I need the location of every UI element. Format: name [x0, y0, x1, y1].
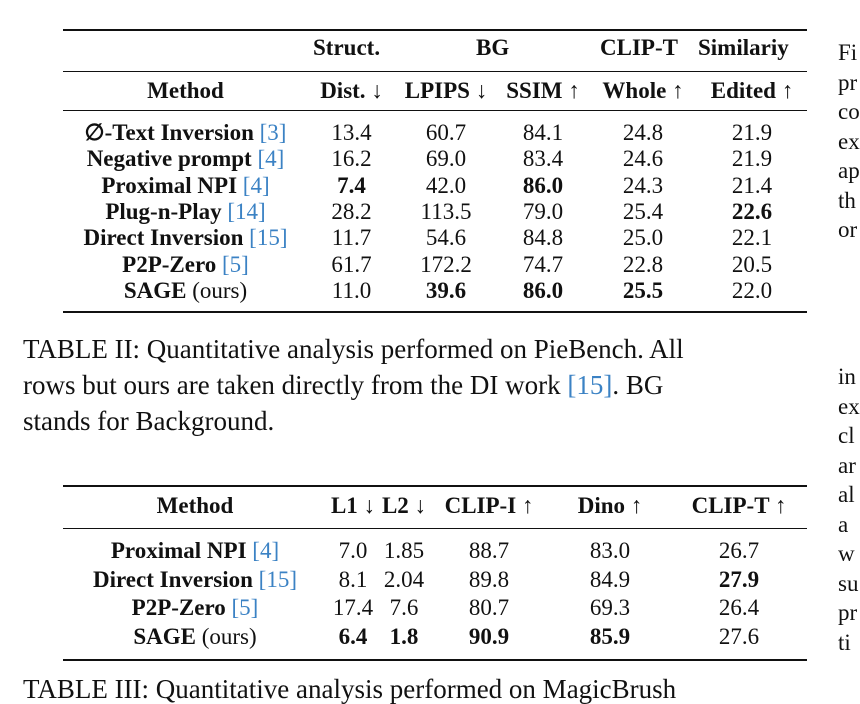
- value-cell: 69.0: [425, 146, 467, 172]
- value-cell: 83.0: [589, 538, 631, 564]
- table3-caption-partial: TABLE III: Quantitative analysis performed on MagicBrush: [23, 674, 677, 704]
- table3-header-rule: [63, 528, 807, 529]
- value-cell: 42.0: [425, 172, 467, 198]
- value-cell: 80.7: [468, 595, 510, 621]
- table2-group-struct: Struct.: [313, 35, 381, 60]
- value-cell: 22.6: [731, 199, 773, 225]
- value-cell: 90.9: [468, 623, 510, 649]
- method-cell: [63, 537, 327, 566]
- citation-link[interactable]: [4]: [257, 146, 285, 172]
- citation-link[interactable]: [5]: [231, 595, 259, 621]
- value-cell: 21.4: [731, 172, 773, 198]
- value-cell: 7.0: [338, 538, 368, 564]
- table2-group-clipt: CLIP-T: [600, 35, 678, 60]
- table2-col-dist: Dist. ↓: [320, 78, 383, 103]
- clipped-text-line: a: [838, 511, 849, 537]
- table2-body: [63, 120, 807, 304]
- table-row: [63, 623, 807, 652]
- value-cell: 7.6: [389, 595, 419, 621]
- method-cell: [63, 594, 327, 623]
- value-cell: 13.4: [331, 120, 372, 146]
- table-row: [63, 566, 807, 595]
- value-cell: 54.6: [425, 225, 467, 251]
- value-cell: 24.3: [622, 172, 664, 198]
- value-cell: 27.6: [718, 623, 760, 649]
- clipped-text-line: ar: [838, 452, 856, 478]
- method-name: Negative prompt: [86, 146, 252, 172]
- clipped-text-line: co: [838, 99, 860, 124]
- value-cell: 88.7: [468, 538, 510, 564]
- citation-link[interactable]: [4]: [242, 172, 270, 198]
- clipped-text-line: ap: [838, 158, 860, 183]
- citation-link[interactable]: [5]: [222, 251, 249, 277]
- table2-group-bg: BG: [476, 35, 510, 60]
- value-cell: 1.8: [389, 623, 419, 649]
- clipped-text-line: al: [838, 482, 855, 507]
- table2-header: [63, 78, 807, 104]
- table-row: [63, 537, 807, 566]
- clipped-text-line: pr: [838, 600, 858, 625]
- clipped-text-line: th: [838, 187, 856, 213]
- clipped-text-line: pr: [838, 69, 858, 95]
- table2-group-rule: [63, 71, 807, 72]
- table3-top-rule: [63, 485, 807, 487]
- table-row: [63, 278, 807, 304]
- value-cell: 86.0: [522, 172, 564, 198]
- table2-top-rule: [63, 29, 807, 31]
- table3-body: [63, 537, 807, 651]
- value-cell: 79.0: [522, 199, 564, 225]
- value-cell: 16.2: [331, 146, 372, 172]
- value-cell: 17.4: [332, 595, 374, 621]
- citation-link[interactable]: [14]: [227, 199, 266, 225]
- value-cell: 60.7: [425, 120, 467, 146]
- method-name: Direct Inversion: [83, 225, 244, 251]
- value-cell: 21.9: [731, 146, 773, 172]
- value-cell: 61.7: [331, 251, 372, 277]
- value-cell: 7.4: [337, 172, 366, 198]
- clipped-text-line: ex: [838, 393, 860, 419]
- method-cell: [63, 173, 308, 199]
- table3-col-method: Method: [156, 493, 234, 518]
- table-row: [63, 146, 807, 172]
- clipped-text-line: w: [838, 541, 855, 566]
- method-cell: [63, 146, 308, 172]
- value-cell: 27.9: [718, 566, 760, 592]
- value-cell: 6.4: [338, 623, 368, 649]
- clipped-text-line: ti: [838, 629, 851, 655]
- table2-col-whole: Whole ↑: [602, 78, 684, 103]
- table3-col-clipt: CLIP-T ↑: [691, 493, 787, 518]
- table2-header-rule: [63, 110, 807, 111]
- value-cell: 24.6: [622, 146, 664, 172]
- clipped-text-line: cl: [838, 423, 855, 448]
- table-row: [63, 173, 807, 199]
- table2-col-edited: Edited ↑: [710, 78, 794, 103]
- clipped-text-line: su: [838, 570, 859, 596]
- table2-bottom-rule: [63, 311, 807, 313]
- value-cell: 8.1: [338, 566, 368, 592]
- value-cell: 22.1: [731, 225, 773, 251]
- table3-col-l1: L1 ↓: [330, 493, 376, 518]
- method-cell: [63, 120, 308, 146]
- method-suffix: (ours): [201, 623, 257, 649]
- caption-line: stands for Background.: [23, 406, 275, 436]
- method-name: P2P-Zero: [131, 595, 226, 621]
- clipped-text-line: ex: [838, 128, 860, 154]
- table3-col-dino: Dino ↑: [577, 493, 643, 518]
- citation-link[interactable]: [15]: [258, 566, 297, 592]
- table3-bottom-rule: [63, 659, 807, 661]
- value-cell: 113.5: [420, 199, 472, 225]
- method-name: Proximal NPI: [110, 538, 247, 564]
- value-cell: 84.1: [522, 120, 564, 146]
- table3-header: [63, 493, 807, 519]
- value-cell: 22.0: [731, 277, 773, 303]
- method-cell: [63, 251, 308, 277]
- value-cell: 25.5: [622, 277, 664, 303]
- value-cell: 84.9: [589, 566, 631, 592]
- table-row: [63, 251, 807, 277]
- table3-col-l2: L2 ↓: [381, 493, 427, 518]
- caption-line: rows but ours are taken directly from the DI work [15]. BG: [23, 370, 664, 400]
- value-cell: 24.8: [622, 120, 664, 146]
- value-cell: 21.9: [731, 120, 773, 146]
- value-cell: 85.9: [589, 623, 631, 649]
- clipped-text-line: in: [838, 364, 856, 389]
- method-cell: [63, 566, 327, 595]
- value-cell: 20.5: [731, 251, 773, 277]
- method-cell: [63, 623, 327, 652]
- value-cell: 89.8: [468, 566, 510, 592]
- value-cell: 25.0: [622, 225, 664, 251]
- table-row: [63, 120, 807, 146]
- value-cell: 11.7: [331, 225, 372, 251]
- value-cell: 84.8: [522, 225, 564, 251]
- method-name: Direct Inversion: [93, 566, 253, 592]
- value-cell: 26.7: [718, 538, 760, 564]
- value-cell: 83.4: [522, 146, 564, 172]
- citation-link[interactable]: [15]: [567, 370, 613, 400]
- citation-link[interactable]: [3]: [259, 120, 287, 146]
- value-cell: 28.2: [331, 199, 372, 225]
- table3-col-clipi: CLIP-I ↑: [444, 493, 534, 518]
- method-cell: [63, 199, 308, 225]
- method-name: Proximal NPI: [101, 172, 238, 198]
- method-name: ∅-Text Inversion: [84, 120, 254, 146]
- value-cell: 25.4: [622, 199, 664, 225]
- table2-caption: [23, 331, 807, 439]
- method-suffix: (ours): [192, 277, 248, 303]
- table-row: [63, 199, 807, 225]
- value-cell: 1.85: [383, 538, 425, 564]
- citation-link[interactable]: [15]: [249, 225, 288, 251]
- value-cell: 86.0: [522, 277, 564, 303]
- value-cell: 2.04: [383, 566, 425, 592]
- table-row: [63, 225, 807, 251]
- method-name: P2P-Zero: [122, 251, 217, 277]
- value-cell: 11.0: [331, 277, 372, 303]
- value-cell: 22.8: [622, 251, 664, 277]
- clipped-text-line: or: [838, 217, 858, 242]
- right-column-bottom: [838, 362, 860, 657]
- table2-group-similarity: Similariy: [698, 35, 789, 60]
- table2-col-ssim: SSIM ↑: [506, 78, 580, 103]
- table-row: [63, 594, 807, 623]
- value-cell: 74.7: [522, 251, 564, 277]
- method-name: SAGE: [133, 623, 196, 649]
- citation-link[interactable]: [4]: [252, 538, 280, 564]
- right-column-top: [838, 38, 860, 245]
- clipped-text-line: Fi: [838, 40, 858, 65]
- value-cell: 39.6: [425, 277, 467, 303]
- value-cell: 26.4: [718, 595, 760, 621]
- table2-col-method: Method: [147, 78, 224, 103]
- value-cell: 172.2: [420, 251, 472, 277]
- value-cell: 69.3: [589, 595, 631, 621]
- method-cell: [63, 225, 308, 251]
- table2-col-lpips: LPIPS ↓: [404, 78, 488, 103]
- method-name: SAGE: [123, 277, 187, 303]
- method-cell: [63, 278, 308, 304]
- method-name: Plug-n-Play: [105, 199, 222, 225]
- caption-line: TABLE II: Quantitative analysis performed on PieBench. All: [23, 334, 684, 364]
